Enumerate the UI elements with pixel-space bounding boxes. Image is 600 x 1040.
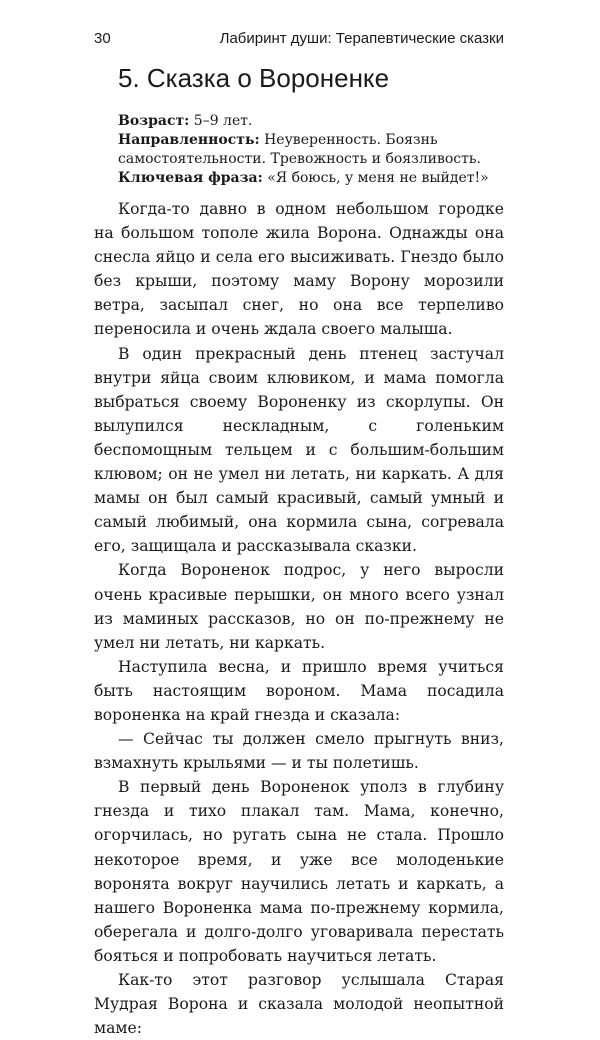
key-phrase-line	[118, 169, 504, 188]
page-number: 30	[94, 30, 111, 47]
age-value: 5–9 лет.	[193, 113, 253, 129]
story-meta	[118, 112, 504, 188]
story-paragraph: Как-то этот разговор услышала Старая Мудрая Ворона и сказала молодой неопытной маме:	[94, 971, 504, 1038]
key-phrase-value: «Я боюсь, у меня не выйдет!»	[267, 170, 489, 186]
story-paragraph: Когда Вороненок подрос, у него выросли очень красивые перышки, он много всего узнал из маминых рассказов, но он по-прежнему не умел ни летать, ни каркать.	[94, 561, 504, 652]
age-label: Возраст:	[118, 113, 190, 129]
key-phrase-label: Ключевая фраза:	[118, 170, 263, 186]
page-header	[94, 30, 504, 52]
story-paragraph: В первый день Вороненок уполз в глубину гнезда и тихо плакал там. Мама, конечно, огорчилась, но ругать сына не стала. Прошло некоторое время, и уже все молоденькие воронята вокруг научились летать и каркать, а нашего Вороненка мама по-прежнему кормила, оберегала и долго-долго уговаривала перестать бояться и попробовать научиться летать.	[94, 778, 504, 965]
story-paragraph: — Сейчас ты должен смело прыгнуть вниз, взмахнуть крыльями — и ты полетишь.	[94, 730, 504, 773]
focus-line	[118, 131, 504, 169]
story-paragraph: Наступила весна, и пришло время учиться быть настоящим вороном. Мама посадила вороненка на край гнезда и сказала:	[94, 657, 504, 724]
focus-label: Направленность:	[118, 132, 260, 148]
story-paragraph: В один прекрасный день птенец застучал внутри яйца своим клювиком, и мама помогла выбраться своему Вороненку из скорлупы. Он вылупился нескладным, с голеньким беспомощным тельцем и с большим-большим клювом; он не умел ни летать, ни каркать. А для мамы он был самый красивый, самый умный и самый любимый, она кормила сына, согревала его, защищала и рассказывала сказки.	[94, 344, 504, 556]
running-title: Лабиринт души: Терапевтические сказки	[219, 30, 504, 47]
age-line	[118, 112, 504, 131]
story-paragraph: Когда-то давно в одном небольшом городке на большом тополе жила Ворона. Однажды она снесла яйцо и села его высиживать. Гнездо было без крыши, поэтому маму Ворону морозили ветра, засыпал снег, но она все терпеливо переносила и очень ждала своего малыша.	[94, 200, 504, 339]
story-text	[94, 197, 504, 1040]
focus-value: Неуверенность. Боязнь самостоятельности. Тревожность и боязливость.	[118, 132, 481, 167]
chapter-title: 5. Сказка о Вороненке	[118, 63, 390, 93]
